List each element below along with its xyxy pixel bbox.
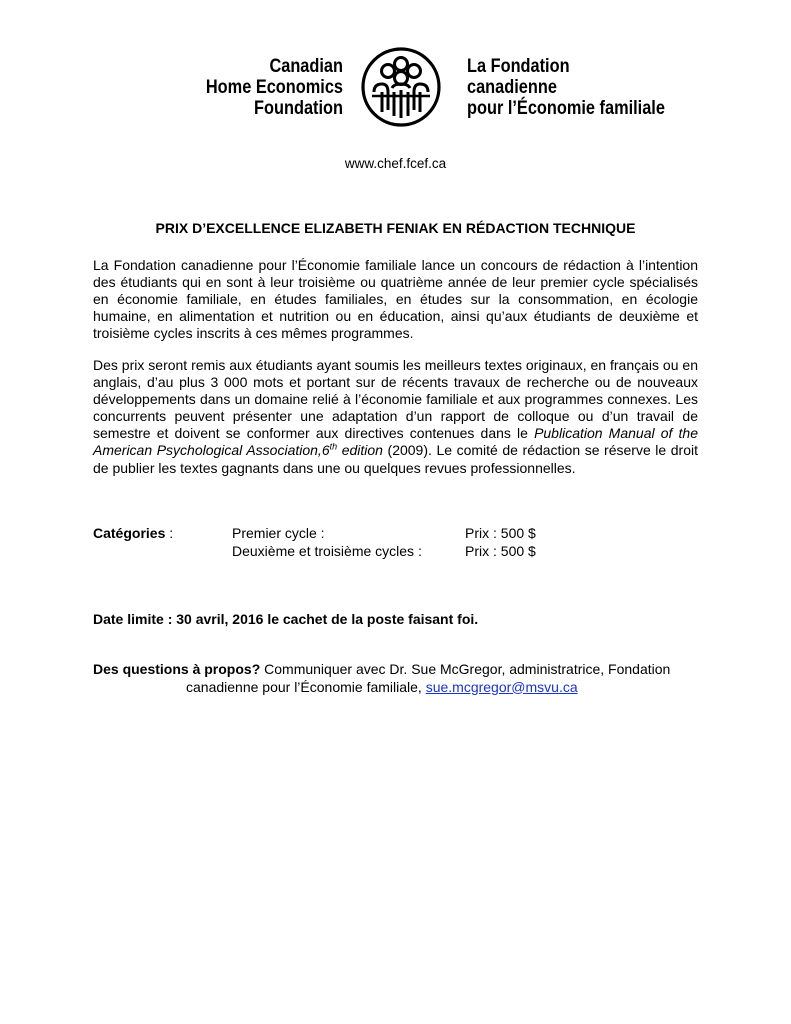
french-name-line: pour l’Économie familiale xyxy=(467,98,665,119)
foundation-logo-icon xyxy=(360,44,442,130)
publication-title: Publication Manual of the American Psychological Association, xyxy=(93,425,698,459)
website-url: www.chef.fcef.ca xyxy=(344,156,447,171)
categories-label xyxy=(93,525,173,541)
contact-line-2 xyxy=(93,679,713,697)
english-name-line: Foundation xyxy=(254,98,343,119)
category-name: Deuxième et troisième cycles : xyxy=(232,543,422,559)
paragraph-text: (2009). Le comité de rédaction se réserve le droit de publier les textes gagnants dans une ou quelques revues professionnelles. xyxy=(93,442,698,476)
categories-colon: : xyxy=(165,525,174,541)
contact-text: Communiquer avec Dr. Sue McGregor, administratrice, Fondation xyxy=(260,661,671,677)
deadline-notice: Date limite : 30 avril, 2016 le cachet de la poste faisant foi. xyxy=(93,611,479,627)
questions-label: Des questions à propos? xyxy=(93,661,261,677)
edition-number: 6 xyxy=(321,442,330,459)
intro-paragraph: La Fondation canadienne pour l’Économie familiale lance un concours de rédaction à l’intention des étudiants qui en sont à leur troisième ou quatrième année de leur premier cycle spécialisés en économie familiale, en études familiales, en études sur la consommation, en écologie humaine, en alimentation et nutrition ou en éducation, ainsi qu’aux étudiants de deuxième et troisième cycles inscrits à ces mêmes programmes. xyxy=(93,257,698,342)
english-name-line: Canadian xyxy=(269,56,343,77)
french-organization-name xyxy=(467,56,691,119)
category-prize: Prix : 500 $ xyxy=(465,543,536,559)
contact-text: canadienne pour l’Économie familiale, xyxy=(186,678,426,695)
edition-superscript: th xyxy=(329,441,338,452)
document-title: PRIX D’EXCELLENCE ELIZABETH FENIAK EN RÉDACTION TECHNIQUE xyxy=(155,220,636,236)
english-organization-name xyxy=(203,56,343,119)
letterhead xyxy=(0,44,791,134)
categories-heading: Catégories xyxy=(93,525,166,541)
prize-details-paragraph xyxy=(93,357,698,477)
contact-section xyxy=(93,661,713,696)
english-name-line: Home Economics xyxy=(205,77,343,98)
french-name-line: canadienne xyxy=(467,77,557,98)
french-name-line: La Fondation xyxy=(467,56,570,77)
edition-word: edition xyxy=(337,442,383,459)
edition-label xyxy=(322,442,383,458)
paragraph-text: Des prix seront remis aux étudiants ayant soumis les meilleurs textes originaux, en français ou en anglais, d’au plus 3 000 mots et portant sur de récents travaux de recherche ou de nouveaux développements dans un domaine relié à l’économie familiale et aux programmes connexes. Les concurrents peuvent présenter une adaptation d’un rapport de colloque ou d’un travail de semestre et doivent se conformer aux directives contenues dans le xyxy=(93,357,698,442)
contact-email-link[interactable]: sue.mcgregor@msvu.ca xyxy=(425,678,578,695)
category-name: Premier cycle : xyxy=(232,525,325,541)
category-prize: Prix : 500 $ xyxy=(465,525,536,541)
